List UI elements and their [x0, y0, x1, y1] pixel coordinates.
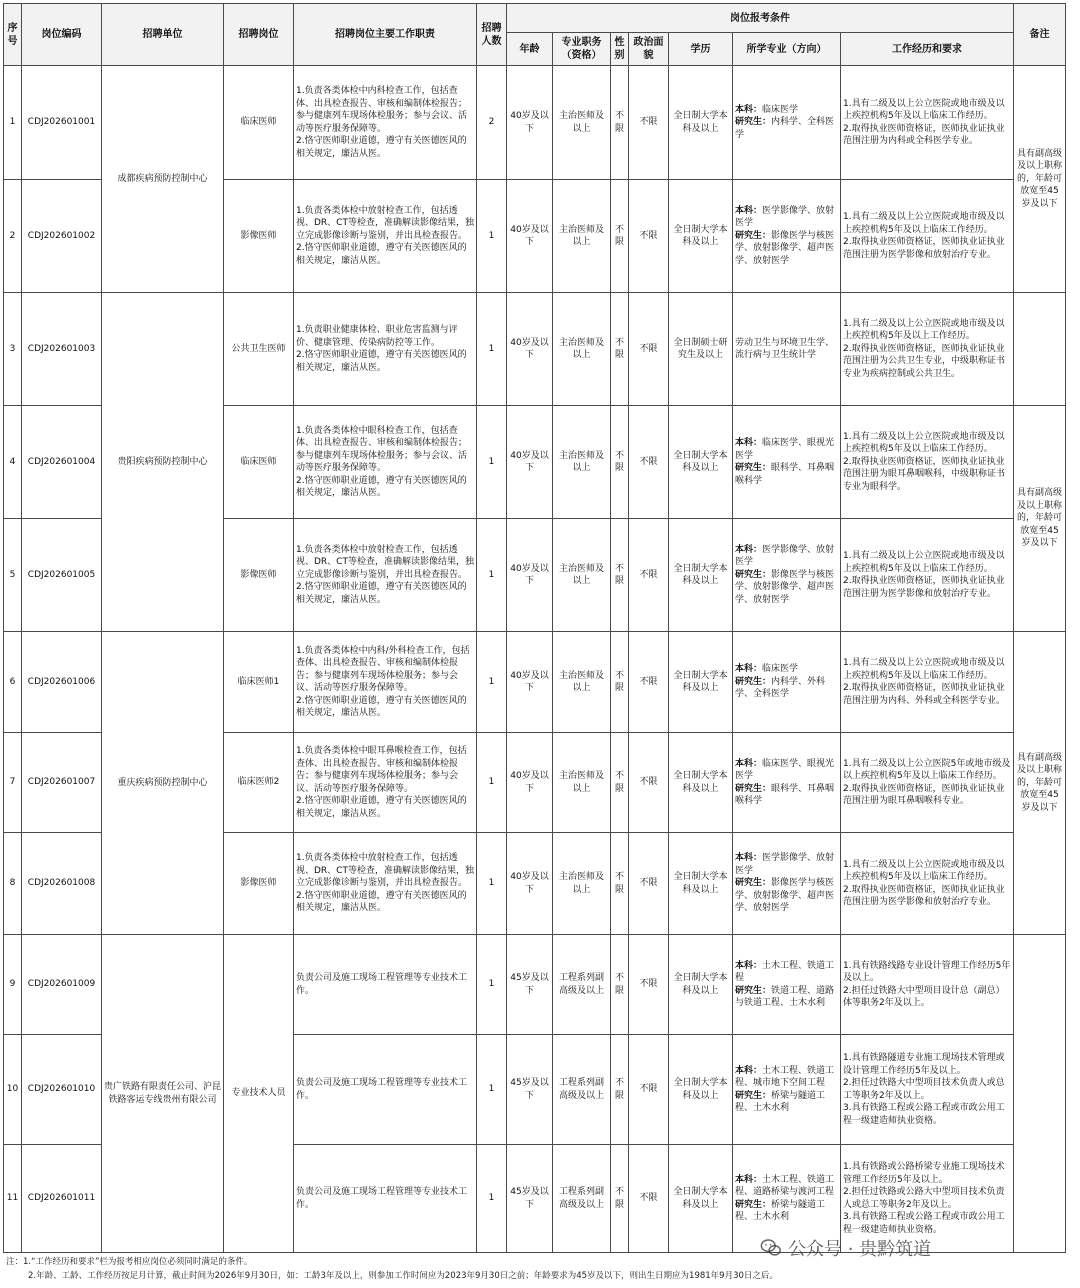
row-duties: 1.负责各类体检中内科/外科检查工作，包括查体、出具检查报告、审核和编制体检报告；参与健康列车现场体检服务；参与会议、活动等医疗服务保障等。 2.恪守医师职业道德，遵守有关医德医风的相关规定，廉洁从医。	[294, 632, 477, 733]
row-count: 1	[477, 1035, 507, 1145]
header-post: 招聘岗位	[224, 4, 294, 66]
row-code: CDJ202601002	[22, 180, 102, 293]
row-political: 不限	[629, 519, 669, 632]
row-edu: 全日制大学本科及以上	[669, 66, 733, 180]
row-title: 工程系列副高级及以上	[553, 1145, 611, 1253]
row-count: 1	[477, 833, 507, 935]
row-seq: 4	[4, 406, 22, 519]
row-political: 不限	[629, 733, 669, 833]
row-post: 临床医师2	[224, 733, 294, 833]
major-b-label: 本科：	[735, 758, 763, 769]
footnote-2: 2.年龄、工龄、工作经历按足月计算，截止时间为2026年9月30日，如：工龄3年及以上，则参加工作时间应为2023年9月30日之前；年龄要求为45岁及以下，则出生日期应为1981年9月30日之后。	[28, 1271, 778, 1281]
unit-cell: 成都疾病预防控制中心	[102, 66, 224, 293]
major-g-label: 研究生：	[735, 117, 772, 128]
header-title: 专业职务（资格）	[553, 33, 611, 66]
major-b-label: 本科：	[735, 1174, 763, 1185]
row-duties: 1.负责各类体检中放射检查工作，包括透视、DR、CT等检查，准确解读影像结果，独立完成影像诊断与鉴别，并出具检查报告。 2.恪守医师职业道德，遵守有关医德医风的相关规定，廉洁从医。	[294, 180, 477, 293]
unit-cell: 重庆疾病预防控制中心	[102, 632, 224, 935]
row-count: 1	[477, 180, 507, 293]
row-major	[733, 935, 841, 1035]
row-political: 不限	[629, 180, 669, 293]
row-count: 1	[477, 519, 507, 632]
row-count: 1	[477, 406, 507, 519]
row-count: 2	[477, 66, 507, 180]
row-gender: 不限	[611, 519, 629, 632]
row-code: CDJ202601008	[22, 833, 102, 935]
header-edu: 学历	[669, 33, 733, 66]
row-exp: 1.具有二级及以上公立医院或地市级及以上疾控机构5年及以上临床工作经历。 2.取得执业医师资格证，医师执业证执业范围注册为医学影像和放射治疗专业。	[841, 180, 1014, 293]
major-g-text: 桥梁与隧道工程、土木水利	[735, 1199, 826, 1222]
footnote-1: 注：1.“工作经历和要求”栏为报考相应岗位必须同时满足的条件。	[6, 1257, 253, 1267]
row-seq: 9	[4, 935, 22, 1035]
row-age: 40岁及以下	[507, 406, 553, 519]
row-major: 劳动卫生与环境卫生学、流行病与卫生统计学	[733, 293, 841, 406]
table-row	[4, 293, 1066, 406]
row-exp: 1.具有二级及以上公立医院或地市级及以上疾控机构5年及以上工作经历。 2.取得执业医师资格证，医师执业证执业范围注册为公共卫生专业，中级职称证书专业为疾病控制或公共卫生。	[841, 293, 1014, 406]
header-code: 岗位编码	[22, 4, 102, 66]
major-b-text: 临床医学	[762, 104, 799, 115]
row-exp: 1.具有铁路或公路桥梁专业施工现场技术管理工作经历5年及以上。 2.担任过铁路或公路大中型项目技术负责人或总工等职务2年及以上。 3.具有铁路工程或公路工程或市政公用工程一级建造师执业资格。	[841, 1145, 1014, 1253]
header-political: 政治面貌	[629, 33, 669, 66]
row-age: 40岁及以下	[507, 293, 553, 406]
unit-cell: 贵广铁路有限责任公司、沪昆铁路客运专线贵州有限公司	[102, 935, 224, 1253]
row-gender: 不限	[611, 406, 629, 519]
row-code: CDJ202601011	[22, 1145, 102, 1253]
row-post: 影像医师	[224, 180, 294, 293]
row-edu: 全日制大学本科及以上	[669, 180, 733, 293]
header-exp: 工作经历和要求	[841, 33, 1014, 66]
row-edu: 全日制硕士研究生及以上	[669, 293, 733, 406]
header-gender: 性别	[611, 33, 629, 66]
row-post: 影像医师	[224, 519, 294, 632]
row-age: 45岁及以下	[507, 935, 553, 1035]
row-post: 公共卫生医师	[224, 293, 294, 406]
major-g-text: 影像医学与核医学、放射影像学、超声医学、放射医学	[735, 878, 835, 914]
row-duties: 1.负责各类体检中眼耳鼻喉检查工作，包括查体、出具检查报告、审核和编制体检报告；参与健康列车现场体检服务；参与会议、活动等医疗服务保障等。 2.恪守医师职业道德，遵守有关医德医风的相关规定，廉洁从医。	[294, 733, 477, 833]
major-b-text: 土木工程、铁道工程、道路桥梁与渡河工程	[735, 1174, 835, 1197]
row-political: 不限	[629, 1035, 669, 1145]
row-major	[733, 733, 841, 833]
row-code: CDJ202601009	[22, 935, 102, 1035]
row-seq: 10	[4, 1035, 22, 1145]
row-political: 不限	[629, 632, 669, 733]
row-title: 主治医师及以上	[553, 293, 611, 406]
row-gender: 不限	[611, 733, 629, 833]
row-title: 主治医师及以上	[553, 180, 611, 293]
row-age: 40岁及以下	[507, 66, 553, 180]
row-edu: 全日制大学本科及以上	[669, 519, 733, 632]
row-post: 临床医师	[224, 66, 294, 180]
row-post: 临床医师	[224, 406, 294, 519]
row-duties: 1.负责各类体检中眼科检查工作，包括查体、出具检查报告、审核和编制体检报告；参与健康列车现场体检服务；参与会议、活动等医疗服务保障等。 2.恪守医师职业道德，遵守有关医德医风的相关规定，廉洁从医。	[294, 406, 477, 519]
row-seq: 7	[4, 733, 22, 833]
major-g-label: 研究生：	[735, 230, 772, 241]
row-title: 主治医师及以上	[553, 406, 611, 519]
remark-cell: 具有副高级及以上职称的，年龄可放宽至45岁及以下	[1014, 406, 1066, 632]
row-title: 主治医师及以上	[553, 66, 611, 180]
row-exp: 1.具有二级及以上公立医院或地市级及以上疾控机构5年及以上临床工作经历。 2.取得执业医师资格证，医师执业证执业范围注册为内科、外科或全科医学专业。	[841, 632, 1014, 733]
major-g-label: 研究生：	[735, 783, 772, 794]
row-political: 不限	[629, 1145, 669, 1253]
row-count: 1	[477, 632, 507, 733]
row-duties: 1.负责各类体检中放射检查工作，包括透视、DR、CT等检查，准确解读影像结果，独立完成影像诊断与鉴别，并出具检查报告。 2.恪守医师职业道德，遵守有关医德医风的相关规定，廉洁从医。	[294, 519, 477, 632]
header-conditions: 岗位报考条件	[507, 4, 1014, 33]
row-exp: 1.具有铁路隧道专业施工现场技术管理或设计管理工作经历5年及以上。 2.担任过铁路大中型项目技术负责人或总工等职务2年及以上。 3.具有铁路工程或公路工程或市政公用工程一级建造师执业资格。	[841, 1035, 1014, 1145]
major-g-label: 研究生：	[735, 878, 772, 889]
row-duties: 1.负责各类体检中内科检查工作，包括查体、出具检查报告、审核和编制体检报告；参与健康列车现场体检服务；参与会议、活动等医疗服务保障等。 2.恪守医师职业道德，遵守有关医德医风的相关规定，廉洁从医。	[294, 66, 477, 180]
row-major	[733, 519, 841, 632]
watermark-text: 公众号 · 贵黔筑道	[788, 1239, 932, 1260]
major-b-label: 本科：	[735, 205, 763, 216]
row-duties: 负责公司及施工现场工程管理等专业技术工作。	[294, 1145, 477, 1253]
major-g-text: 眼科学、耳鼻咽喉科学	[735, 783, 835, 806]
row-title: 主治医师及以上	[553, 632, 611, 733]
watermark	[760, 1234, 931, 1262]
major-b-label: 本科：	[735, 1065, 763, 1076]
major-b-text: 医学影像学、放射医学	[735, 544, 835, 568]
table-row	[4, 66, 1066, 180]
row-major	[733, 833, 841, 935]
major-b-label: 本科：	[735, 664, 763, 675]
row-gender: 不限	[611, 1145, 629, 1253]
row-exp: 1.具有二级及以上公立医院或地市级及以上疾控机构5年及以上临床工作经历。 2.取得执业医师资格证，医师执业证执业范围注册为眼耳鼻咽喉科，中级职称证书专业为眼科学。	[841, 406, 1014, 519]
row-major	[733, 406, 841, 519]
major-b-text: 临床医学、眼视光医学	[735, 758, 835, 781]
major-g-text: 铁道工程、道路与铁道工程、土木水利	[735, 985, 835, 1008]
row-political: 不限	[629, 293, 669, 406]
row-age: 45岁及以下	[507, 1035, 553, 1145]
row-gender: 不限	[611, 632, 629, 733]
row-code: CDJ202601003	[22, 293, 102, 406]
row-seq: 6	[4, 632, 22, 733]
recruitment-table	[3, 3, 1066, 1253]
major-b-text: 土木工程、铁道工程	[735, 960, 835, 983]
row-title: 主治医师及以上	[553, 733, 611, 833]
row-political: 不限	[629, 935, 669, 1035]
row-seq: 2	[4, 180, 22, 293]
row-gender: 不限	[611, 293, 629, 406]
row-count: 1	[477, 293, 507, 406]
table-row	[4, 632, 1066, 733]
major-g-text: 影像医学与核医学、放射影像学、超声医学、放射医学	[735, 230, 835, 266]
major-g-label: 研究生：	[735, 676, 772, 687]
major-g-text: 桥梁与隧道工程、土木水利	[735, 1090, 826, 1113]
header-duties: 招聘岗位主要工作职责	[294, 4, 477, 66]
row-political: 不限	[629, 833, 669, 935]
row-age: 40岁及以下	[507, 632, 553, 733]
header-unit: 招聘单位	[102, 4, 224, 66]
row-edu: 全日制大学本科及以上	[669, 833, 733, 935]
row-age: 40岁及以下	[507, 833, 553, 935]
header-age: 年龄	[507, 33, 553, 66]
row-code: CDJ202601004	[22, 406, 102, 519]
unit-cell: 贵阳疾病预防控制中心	[102, 293, 224, 632]
major-b-label: 本科：	[735, 438, 763, 448]
row-age: 40岁及以下	[507, 180, 553, 293]
row-duties: 负责公司及施工现场工程管理等专业技术工作。	[294, 935, 477, 1035]
row-major	[733, 632, 841, 733]
row-title: 主治医师及以上	[553, 519, 611, 632]
row-post: 临床医师1	[224, 632, 294, 733]
major-g-label: 研究生：	[735, 569, 772, 580]
row-code: CDJ202601005	[22, 519, 102, 632]
major-g-label: 研究生：	[735, 463, 772, 473]
major-b-text: 医学影像学、放射医学	[735, 853, 835, 876]
header-remark: 备注	[1014, 4, 1066, 66]
row-duties: 1.负责各类体检中放射检查工作，包括透视、DR、CT等检查，准确解读影像结果，独立完成影像诊断与鉴别，并出具检查报告。 2.恪守医师职业道德，遵守有关医德医风的相关规定，廉洁从医。	[294, 833, 477, 935]
row-major	[733, 66, 841, 180]
row-code: CDJ202601010	[22, 1035, 102, 1145]
major-b-label: 本科：	[735, 853, 763, 864]
row-exp: 1.具有铁路线路专业设计管理工作经历5年及以上。 2.担任过铁路大中型项目设计总（副总）体等职务2年及以上。	[841, 935, 1014, 1035]
remark-cell: 具有副高级及以上职称的，年龄可放宽至45岁及以下	[1014, 66, 1066, 293]
row-seq: 3	[4, 293, 22, 406]
row-title: 主治医师及以上	[553, 833, 611, 935]
row-duties: 1.负责职业健康体检、职业危害监测与评价、健康管理、传染病防控等工作。 2.恪守医师职业道德，遵守有关医德医风的相关规定，廉洁从医。	[294, 293, 477, 406]
wechat-icon	[760, 1237, 782, 1259]
major-g-label: 研究生：	[735, 1199, 772, 1210]
row-code: CDJ202601007	[22, 733, 102, 833]
major-g-label: 研究生：	[735, 985, 772, 996]
row-major	[733, 180, 841, 293]
row-major	[733, 1035, 841, 1145]
row-count: 1	[477, 935, 507, 1035]
row-seq: 5	[4, 519, 22, 632]
row-political: 不限	[629, 66, 669, 180]
row-code: CDJ202601001	[22, 66, 102, 180]
major-g-text: 内科学、外科学、全科医学	[735, 676, 826, 700]
major-g-text: 内科学、全科医学	[735, 117, 835, 140]
major-b-text: 临床医学	[762, 664, 799, 675]
header-major: 所学专业（方向）	[733, 33, 841, 66]
row-duties: 负责公司及施工现场工程管理等专业技术工作。	[294, 1035, 477, 1145]
row-count: 1	[477, 1145, 507, 1253]
row-edu: 全日制大学本科及以上	[669, 935, 733, 1035]
major-g-text: 影像医学与核医学、放射影像学、超声医学、放射医学	[735, 569, 835, 605]
major-g-label: 研究生：	[735, 1090, 772, 1101]
major-g-text: 眼科学、耳鼻咽喉科学	[735, 463, 835, 486]
row-political: 不限	[629, 406, 669, 519]
row-post: 专业技术人员	[224, 935, 294, 1253]
row-seq: 11	[4, 1145, 22, 1253]
row-seq: 8	[4, 833, 22, 935]
major-b-label: 本科：	[735, 544, 763, 555]
remark-cell: 具有副高级及以上职称的，年龄可放宽至45岁及以下	[1014, 632, 1066, 935]
row-code: CDJ202601006	[22, 632, 102, 733]
major-b-label: 本科：	[735, 104, 763, 115]
row-edu: 全日制大学本科及以上	[669, 1035, 733, 1145]
header-count: 招聘人数	[477, 4, 507, 66]
major-b-text: 临床医学、眼视光医学	[735, 438, 835, 461]
row-edu: 全日制大学本科及以上	[669, 632, 733, 733]
table-row	[4, 935, 1066, 1035]
remark-empty	[1014, 935, 1066, 1253]
row-seq: 1	[4, 66, 22, 180]
row-gender: 不限	[611, 66, 629, 180]
row-edu: 全日制大学本科及以上	[669, 1145, 733, 1253]
major-b-label: 本科：	[735, 960, 763, 971]
row-edu: 全日制大学本科及以上	[669, 733, 733, 833]
row-post: 影像医师	[224, 833, 294, 935]
row-gender: 不限	[611, 1035, 629, 1145]
row-age: 40岁及以下	[507, 733, 553, 833]
major-b-text: 土木工程、铁道工程、城市地下空间工程	[735, 1065, 835, 1088]
row-age: 45岁及以下	[507, 1145, 553, 1253]
row-gender: 不限	[611, 833, 629, 935]
row-gender: 不限	[611, 180, 629, 293]
row-exp: 1.具有二级及以上公立医院或地市级及以上疾控机构5年及以上临床工作经历。 2.取得执业医师资格证，医师执业证执业范围注册为内科或全科医学专业。	[841, 66, 1014, 180]
major-b-text: 医学影像学、放射医学	[735, 205, 835, 229]
remark-empty	[1014, 293, 1066, 406]
row-exp: 1.具有二级及以上公立医院或地市级及以上疾控机构5年及以上临床工作经历。 2.取得执业医师资格证，医师执业证执业范围注册为医学影像和放射治疗专业。	[841, 833, 1014, 935]
row-gender: 不限	[611, 935, 629, 1035]
row-age: 40岁及以下	[507, 519, 553, 632]
row-title: 工程系列副高级及以上	[553, 1035, 611, 1145]
row-exp: 1.具有二级及以上公立医院或地市级及以上疾控机构5年及以上临床工作经历。 2.取得执业医师资格证，医师执业证执业范围注册为医学影像和放射治疗专业。	[841, 519, 1014, 632]
row-title: 工程系列副高级及以上	[553, 935, 611, 1035]
row-exp: 1.具有二级及以上公立医院5年或地市级及以上疾控机构5年及以上临床工作经历。 2.取得执业医师资格证，医师执业证执业范围注册为眼耳鼻咽喉科专业。	[841, 733, 1014, 833]
header-seq: 序号	[4, 4, 22, 66]
row-count: 1	[477, 733, 507, 833]
row-edu: 全日制大学本科及以上	[669, 406, 733, 519]
